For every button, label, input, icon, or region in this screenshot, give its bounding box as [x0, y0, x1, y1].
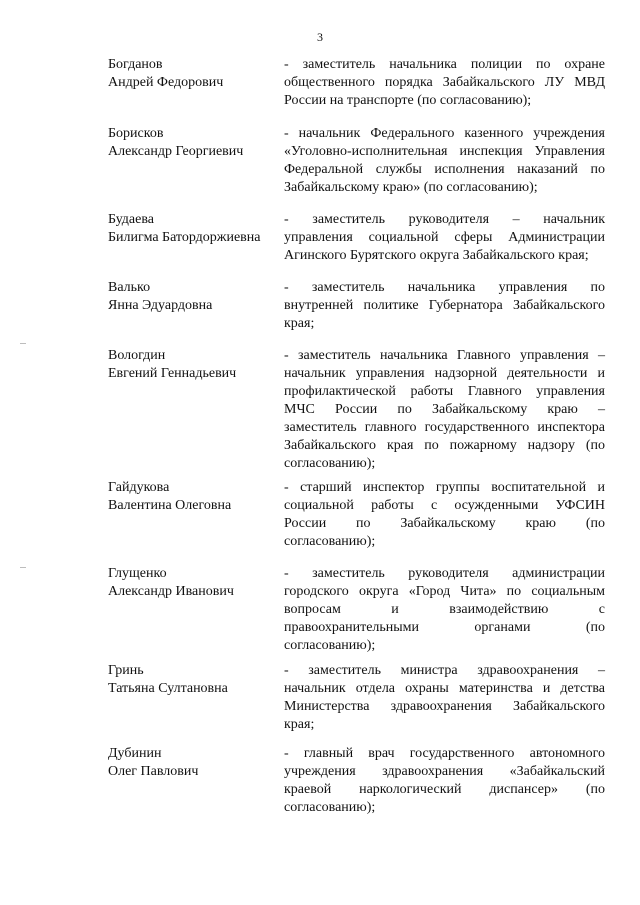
role-line: - заместитель начальника управления по — [284, 280, 605, 295]
member-name — [108, 745, 278, 781]
member-surname: Гринь — [108, 663, 144, 678]
member-surname: Вологдин — [108, 348, 166, 363]
member-surname: Дубинин — [108, 746, 162, 761]
role-line: согласованию); — [284, 638, 376, 653]
member-surname: Будаева — [108, 212, 154, 227]
role-line: - старший инспектор группы воспитательной и — [284, 480, 605, 495]
member-surname: Борисков — [108, 126, 164, 141]
role-line: учреждения здравоохранения «Забайкальский — [284, 764, 605, 779]
role-line: Забайкальскому краю» (по согласованию); — [284, 180, 538, 195]
member-name — [108, 211, 278, 247]
member-surname: Глущенко — [108, 566, 167, 581]
role-line: - заместитель министра здравоохранения – — [284, 663, 605, 678]
role-line: - заместитель руководителя администрации — [284, 566, 605, 581]
member-name — [108, 56, 278, 92]
member-given-names: Татьяна Султановна — [108, 681, 228, 696]
role-line: края; — [284, 316, 315, 331]
role-line: России на транспорте (по согласованию); — [284, 93, 532, 108]
member-name — [108, 125, 278, 161]
role-line: края; — [284, 717, 315, 732]
role-line: профилактической работы Главного управления — [284, 384, 605, 399]
member-given-names: Евгений Геннадьевич — [108, 366, 237, 381]
member-role — [284, 56, 605, 110]
role-line: краевой наркологический диспансер» (по — [284, 782, 605, 797]
member-name — [108, 662, 278, 698]
margin-mark — [20, 567, 26, 568]
role-line: правоохранительными органами (по — [284, 620, 605, 635]
member-given-names: Александр Иванович — [108, 584, 234, 599]
role-line: Федеральной службы исполнения наказаний по — [284, 162, 605, 177]
member-given-names: Андрей Федорович — [108, 75, 224, 90]
role-line: Агинского Бурятского округа Забайкальского края; — [284, 248, 589, 263]
role-line: вопросам и взаимодействию с — [284, 602, 605, 617]
role-line: начальник управления надзорной деятельности и — [284, 366, 605, 381]
role-line: - главный врач государственного автономного — [284, 746, 605, 761]
member-surname: Богданов — [108, 57, 163, 72]
role-line: управления социальной сферы Администрации — [284, 230, 605, 245]
role-line: согласованию); — [284, 800, 376, 815]
member-role — [284, 279, 605, 333]
margin-mark — [20, 343, 26, 344]
member-role — [284, 125, 605, 197]
member-given-names: Валентина Олеговна — [108, 498, 232, 513]
role-line: общественного порядка Забайкальского ЛУ МВД — [284, 75, 605, 90]
member-given-names: Александр Георгиевич — [108, 144, 244, 159]
page-number: 3 — [317, 30, 323, 44]
role-line: России по Забайкальскому краю (по — [284, 516, 605, 531]
member-given-names: Янна Эдуардовна — [108, 298, 213, 313]
role-line: - заместитель руководителя – начальник — [284, 212, 605, 227]
role-line: заместитель главного государственного инспектора — [284, 420, 605, 435]
member-role — [284, 347, 605, 473]
member-role — [284, 745, 605, 817]
role-line: согласованию); — [284, 456, 376, 471]
member-name — [108, 279, 278, 315]
role-line: внутренней политике Губернатора Забайкальского — [284, 298, 605, 313]
member-surname: Гайдукова — [108, 480, 170, 495]
member-role — [284, 662, 605, 734]
role-line: начальник отдела охраны материнства и детства — [284, 681, 605, 696]
role-line: - заместитель начальника Главного управления – — [284, 348, 605, 363]
member-name — [108, 347, 278, 383]
member-role — [284, 211, 605, 265]
member-name — [108, 479, 278, 515]
member-role — [284, 479, 605, 551]
member-name — [108, 565, 278, 601]
role-line: - заместитель начальника полиции по охране — [284, 57, 605, 72]
role-line: городского округа «Город Чита» по социальным — [284, 584, 605, 599]
member-given-names: Билигма Батордоржиевна — [108, 230, 261, 245]
member-role — [284, 565, 605, 655]
role-line: МЧС России по Забайкальскому краю – — [284, 402, 605, 417]
member-surname: Валько — [108, 280, 151, 295]
role-line: - начальник Федерального казенного учреждения — [284, 126, 605, 141]
role-line: «Уголовно-исполнительная инспекция Управления — [284, 144, 605, 159]
role-line: согласованию); — [284, 534, 376, 549]
member-given-names: Олег Павлович — [108, 764, 199, 779]
role-line: Забайкальского края по пожарному надзору (по — [284, 438, 605, 453]
role-line: Министерства здравоохранения Забайкальского — [284, 699, 605, 714]
role-line: социальной работы с осужденными УФСИН — [284, 498, 605, 513]
